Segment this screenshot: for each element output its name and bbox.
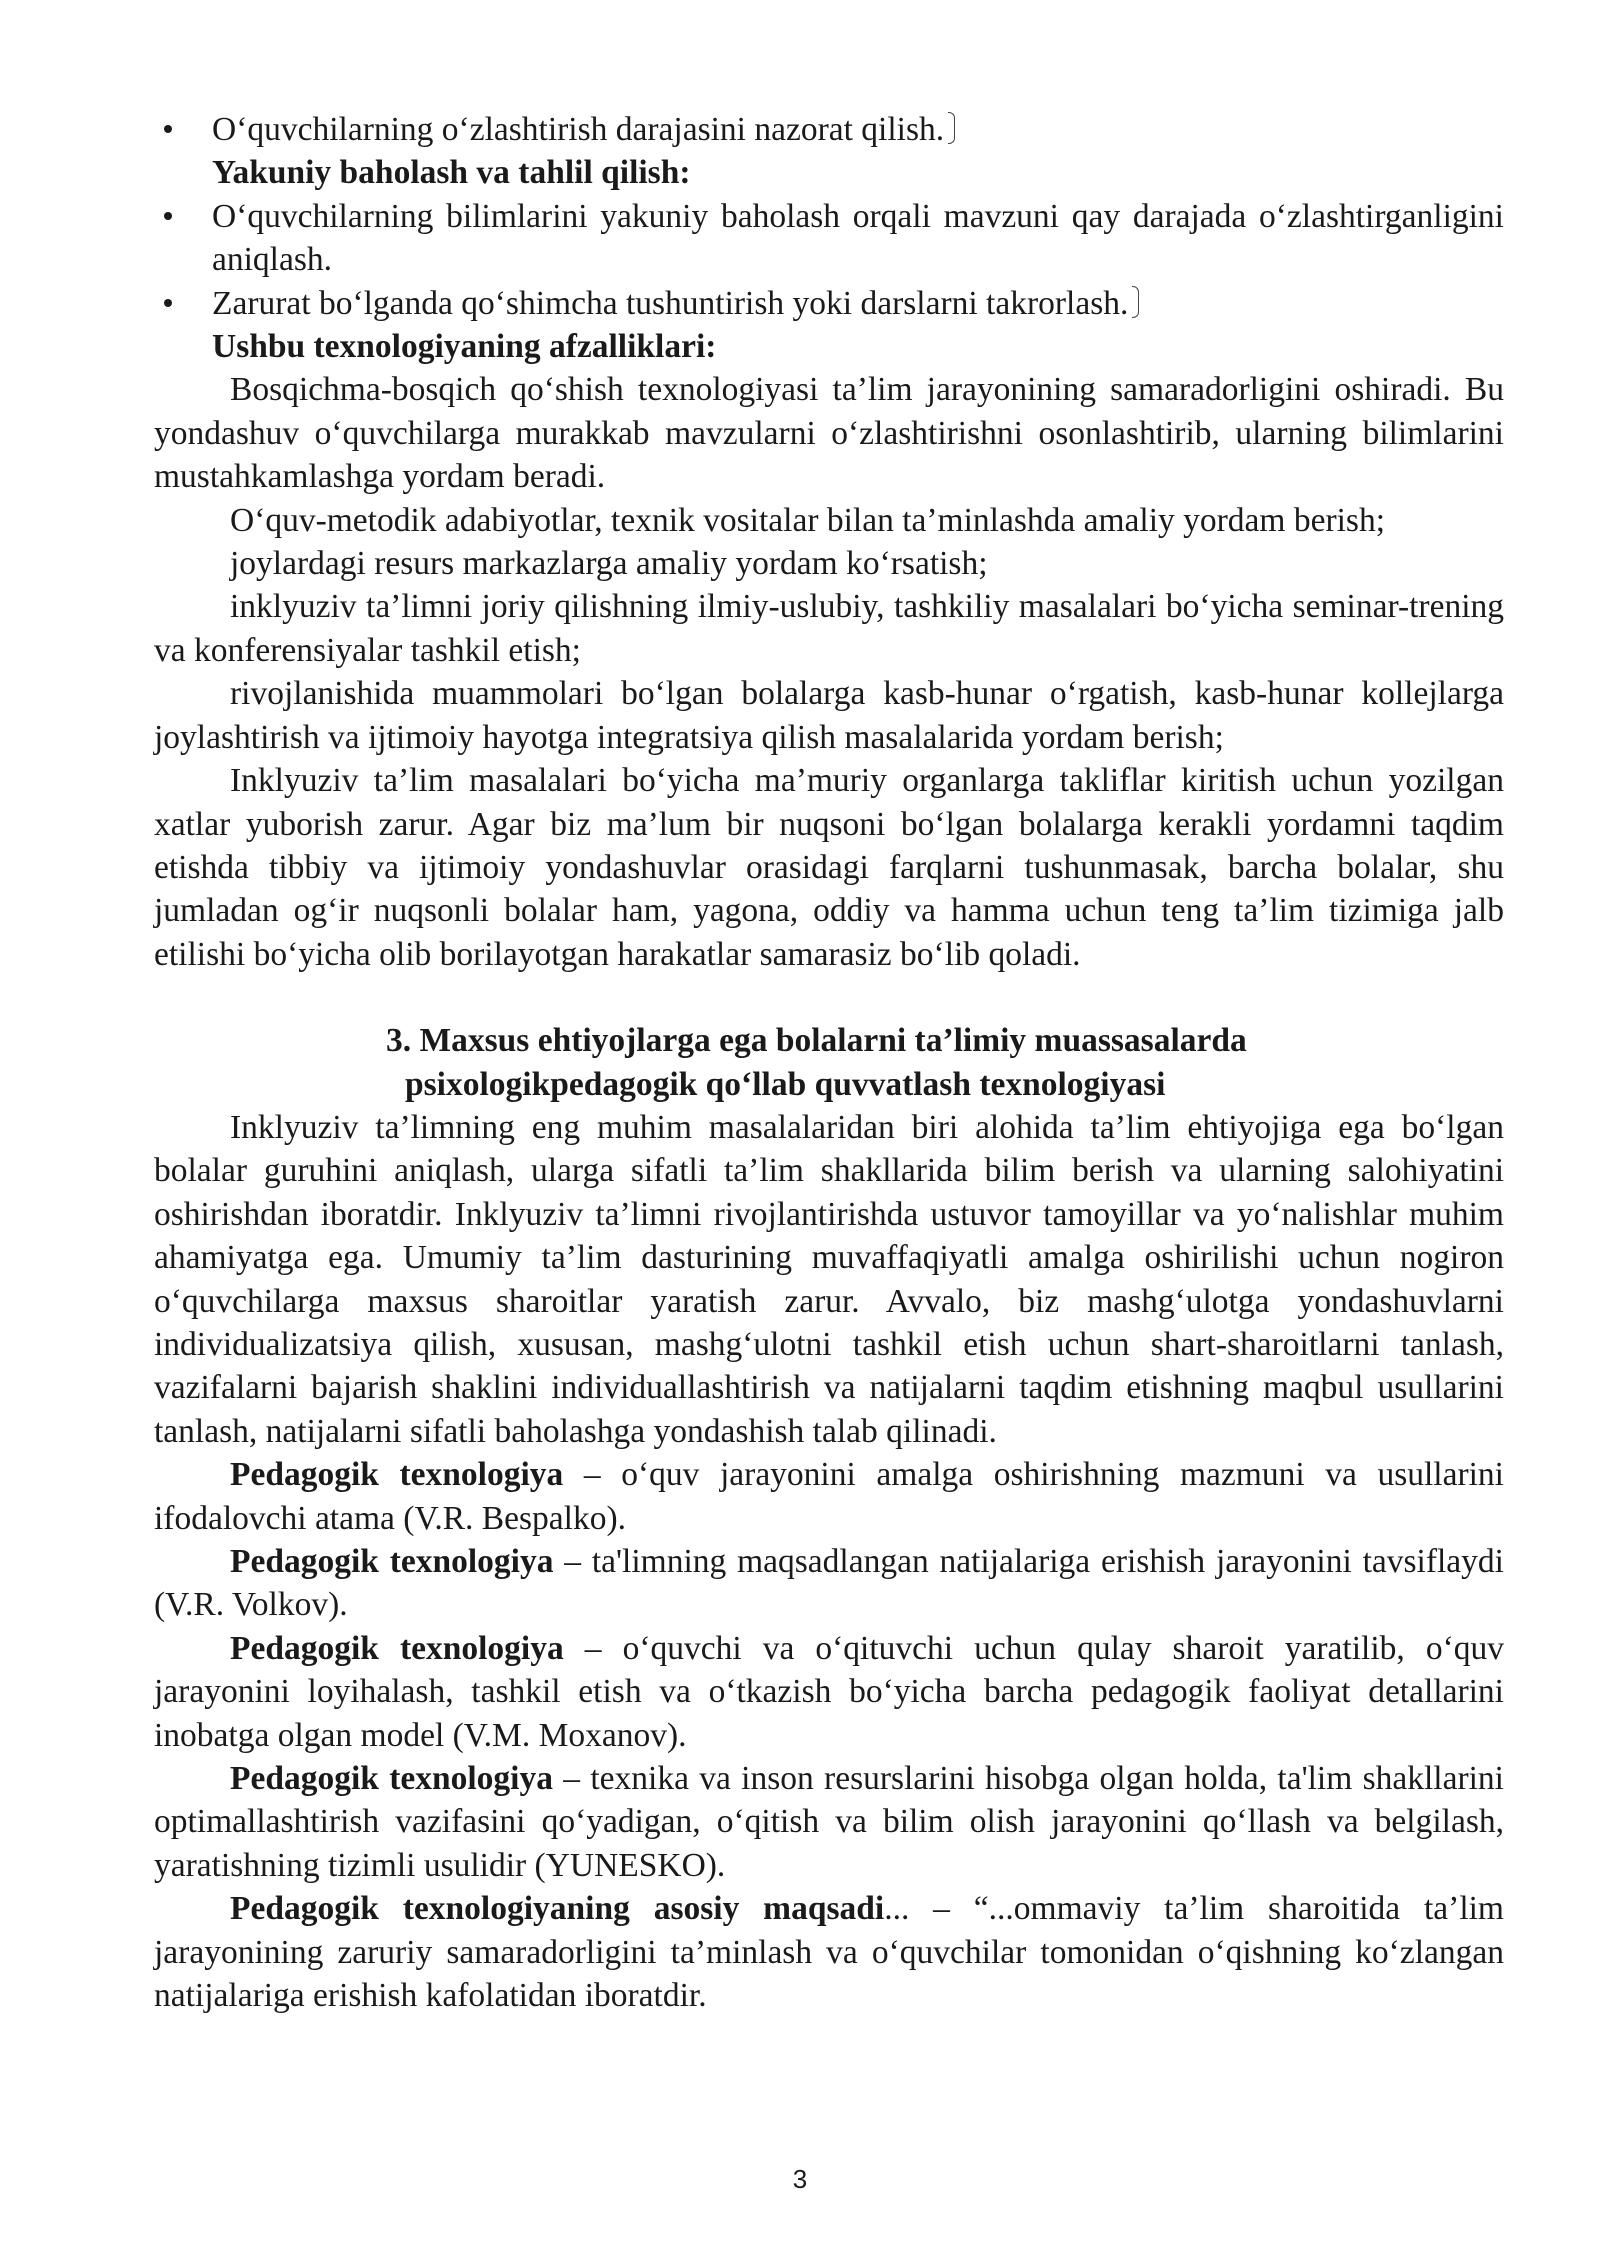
paragraph: Inklyuziv ta’lim masalalari bo‘yicha ma’muriy organlarga takliflar kiritish uchun yozilgan xatlar yuborish zarur. Agar biz ma’lum bir nuqsoni bo‘lgan bolalarga kerakli yordamni taqdim etishda tibbiy va ijtimoiy yondashuvlar orasidagi farqlarni tushunmasak, barcha bolalar, shu jumladan og‘ir nuqsonli bolalar ham, yagona, oddiy va hamma uchun teng ta’lim tizimiga jalb etilishi bo‘yicha olib borilayotgan harakatlar samarasiz bo‘lib qoladi.: [154, 762, 1504, 973]
section-heading-line2: psixologikpedagogik qo‘llab quvvatlash texnologiyasi: [405, 1065, 1166, 1103]
bullet-text: O‘quvchilarning bilimlarini yakuniy baholash orqali mavzuni qay darajada o‘zlashtirganligini aniqlash.: [212, 197, 1504, 279]
definition-term: Pedagogik texnologiyaning asosiy maqsadi: [230, 1890, 885, 1928]
bullet-list-final: [154, 195, 1504, 325]
definition-text: – o‘quvchi va o‘qituvchi uchun qulay sharoit yaratilib, o‘quv jarayonini loyihalash, tashkil etish va o‘tkazish bo‘yicha barcha pedagogik faoliyat detallarini inobatga olgan model (V.M. Moxanov).: [154, 1629, 1504, 1754]
bullet-item: [154, 282, 1504, 325]
definition-paragraph: [154, 1540, 1504, 1627]
section-label-final: Yakuniy baholash va tahlil qilish:: [212, 154, 691, 192]
page-number: 3: [792, 2164, 808, 2194]
section-label-advantages: Ushbu texnologiyaning afzalliklari:: [212, 328, 717, 366]
bullet-text: Zarurat bo‘lganda qo‘shimcha tushuntirish yoki darslarni takrorlash.: [212, 284, 1129, 322]
paragraph: joylardagi resurs markazlarga amaliy yordam ko‘rsatish;: [230, 545, 988, 583]
section-heading: [154, 1019, 1504, 1106]
bullet-icon: [164, 125, 172, 133]
definition-term: Pedagogik texnologiya: [230, 1543, 554, 1580]
paragraph: inklyuziv ta’limni joriy qilishning ilmiy-uslubiy, tashkiliy masalalari bo‘yicha seminar-trening va konferensiyalar tashkil etish;: [154, 588, 1504, 669]
definition-paragraph: [154, 1757, 1504, 1887]
definition-text: – o‘quv jarayonini amalga oshirishning mazmuni va usullarini ifodalovchi atama (V.R. Bespalko).: [154, 1456, 1504, 1537]
bullet-list-top: [154, 108, 1504, 151]
definition-term: Pedagogik texnologiya: [230, 1629, 564, 1667]
paragraph: rivojlanishida muammolari bo‘lgan bolalarga kasb-hunar o‘rgatish, kasb-hunar kollejlarga joylashtirish va ijtimoiy hayotga integratsiya qilish masalalarida yordam berish;: [154, 675, 1504, 756]
bullet-item: [154, 195, 1504, 282]
definition-term: Pedagogik texnologiya: [230, 1456, 564, 1494]
definition-text: – ta'limning maqsadlangan natijalariga erishish jarayonini tavsiflaydi (V.R. Volkov).: [154, 1543, 1504, 1624]
bullet-icon: [164, 299, 172, 307]
document-page: [154, 108, 1504, 2017]
definition-text: ... – “...ommaviy ta’lim sharoitida ta’lim jarayonining zaruriy samaradorligini ta’minlash va o‘quvchilar tomonidan o‘qishning ko‘zlangan natijalariga erishish kafolatidan iboratdir.: [154, 1890, 1504, 2015]
line-end-mark-icon: [948, 112, 955, 144]
bullet-text: O‘quvchilarning o‘zlashtirish darajasini nazorat qilish.: [212, 111, 945, 148]
definition-paragraph: [154, 1887, 1504, 2017]
line-end-mark-icon: [1132, 286, 1139, 318]
bullet-icon: [164, 212, 172, 220]
definition-paragraph: [154, 1627, 1504, 1757]
definition-text: – texnika va inson resurslarini hisobga olgan holda, ta'lim shakllarini optimallashtirish vazifasini qo‘yadigan, o‘qitish va bilim olish jarayonini qo‘llash va belgilash, yaratishning tizimli usulidir (YUNESKO).: [154, 1760, 1504, 1884]
definition-term: Pedagogik texnologiya: [230, 1760, 553, 1798]
bullet-item: [154, 108, 1504, 151]
paragraph: Bosqichma-bosqich qo‘shish texnologiyasi ta’lim jarayonining samaradorligini oshiradi. Bu yondashuv o‘quvchilarga murakkab mavzularni o‘zlashtirishni osonlashtirib, ularning bilimlarini mustahkamlashga yordam beradi.: [154, 371, 1504, 496]
paragraph-intro: Inklyuziv ta’limning eng muhim masalalaridan biri alohida ta’lim ehtiyojiga ega bo‘lgan bolalar guruhini aniqlash, ularga sifatli ta’lim shakllarida bilim berish va ularning salohiyatini oshirishdan iboratdir. Inklyuziv ta’limni rivojlantirishda ustuvor tamoyillar va yo‘nalishlar muhim ahamiyatga ega. Umumiy ta’lim dasturining muvaffaqiyatli amalga oshirilishi uchun nogiron o‘quvchilarga maxsus sharoitlar yaratish zarur. Avvalo, biz mashg‘ulotga yondashuvlarni individualizatsiya qilish, xususan, mashg‘ulotni tashkil etish uchun shart-sharoitlarni tanlash, vazifalarni bajarish shaklini individuallashtirish va natijalarni taqdim etishning maqbul usullarini tanlash, natijalarni sifatli baholashga yondashish talab qilinadi.: [154, 1108, 1504, 1450]
section-heading-line1: 3. Maxsus ehtiyojlarga ega bolalarni ta’limiy muassasalarda: [386, 1022, 1247, 1060]
definition-paragraph: [154, 1453, 1504, 1540]
paragraph: O‘quv-metodik adabiyotlar, texnik vositalar bilan ta’minlashda amaliy yordam berish;: [230, 501, 1386, 539]
